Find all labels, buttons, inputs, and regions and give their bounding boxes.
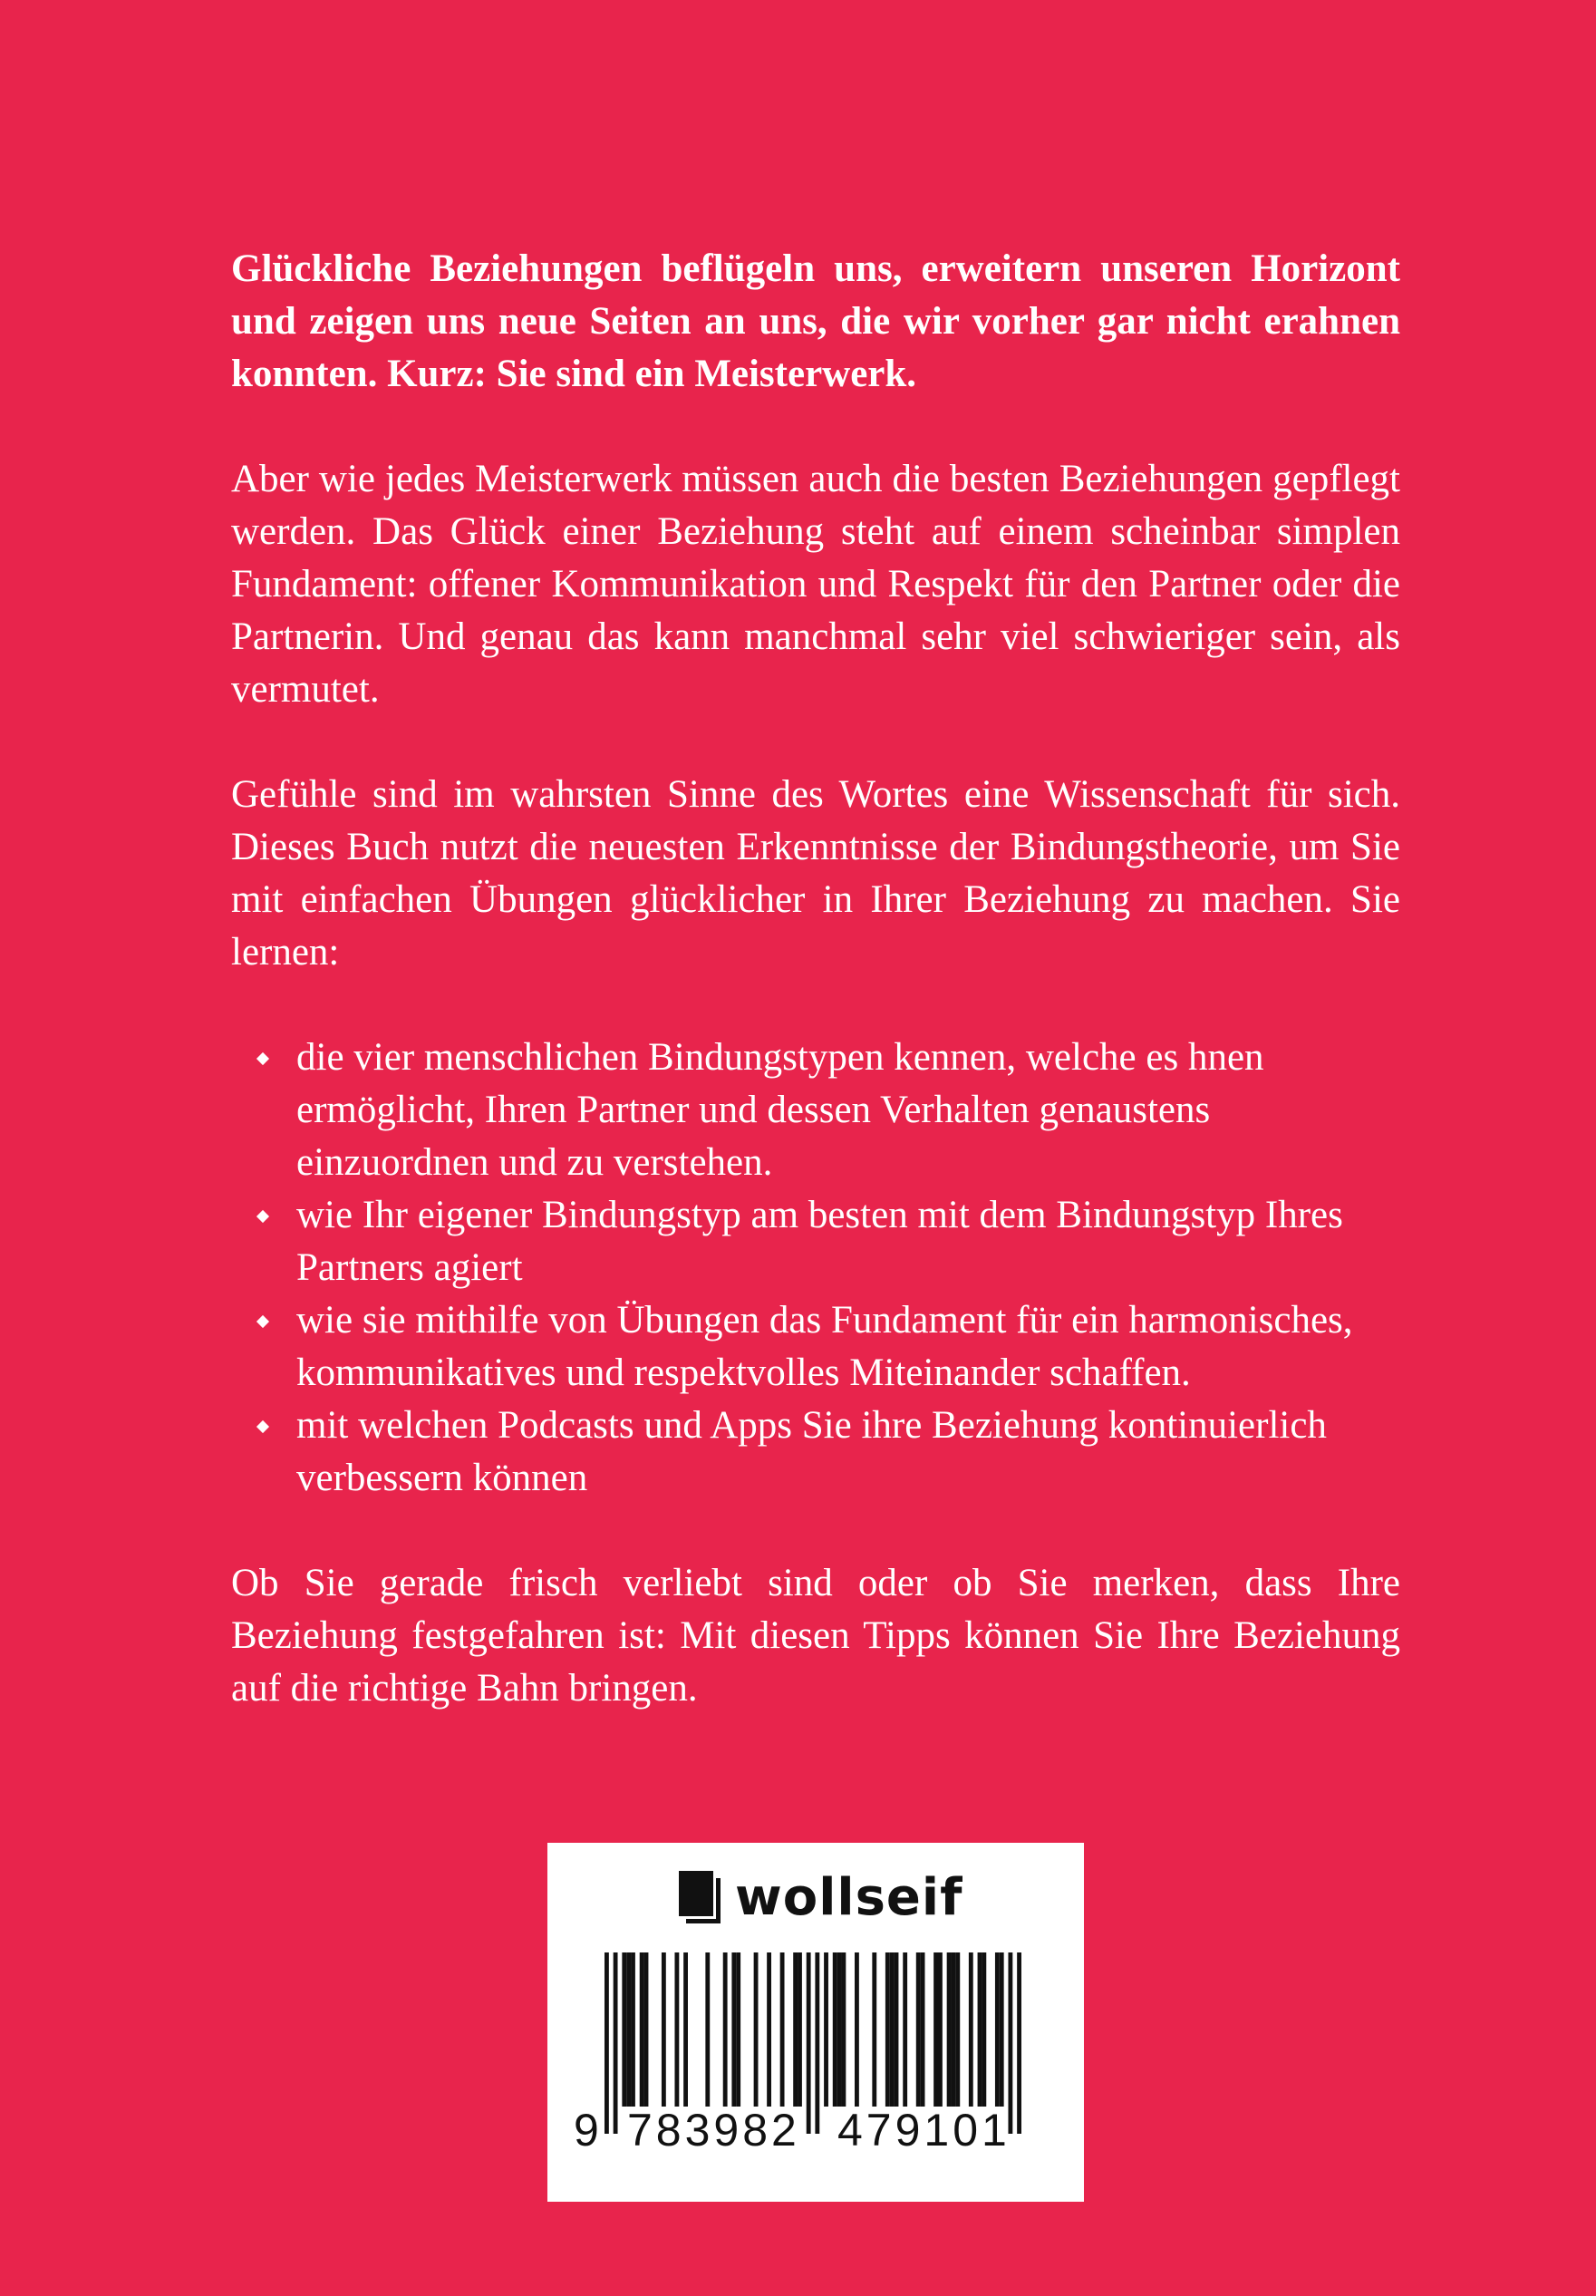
book-icon	[679, 1871, 721, 1923]
list-item	[231, 1032, 1400, 1189]
barcode-bar	[780, 1952, 785, 2107]
barcode-bar	[921, 1952, 925, 2107]
barcode-bar	[855, 1952, 859, 2107]
barcode-label	[547, 1843, 1084, 2202]
barcode-bar	[947, 1952, 952, 2107]
publisher-logo	[679, 1865, 962, 1929]
list-item-text: die vier menschlichen Bindungstypen kennen, welche es hnen ermöglicht, Ihren Partner und dessen Verhalten genaustens einzuordnen und zu verstehen.	[296, 1036, 1264, 1184]
diamond-bullet-icon	[256, 1210, 269, 1223]
barcode-bar	[662, 1952, 666, 2107]
isbn-digits	[547, 2104, 1084, 2176]
barcode-bar	[885, 1952, 890, 2107]
barcode-bar	[916, 1952, 921, 2107]
barcode-bar	[640, 1952, 644, 2107]
barcode-bar	[872, 1952, 876, 2107]
barcode-bar	[644, 1952, 649, 2107]
list-item-text: wie sie mithilfe von Übungen das Fundament für ein harmonisches, kommunikatives und respektvolles Miteinander schaffen.	[296, 1299, 1353, 1394]
list-item	[231, 1400, 1400, 1505]
diamond-bullet-icon	[256, 1315, 269, 1328]
barcode-bar	[969, 1952, 973, 2107]
learning-list	[231, 1032, 1400, 1505]
barcode-bar	[622, 1952, 626, 2107]
barcode-bar	[798, 1952, 802, 2107]
barcode-bar	[626, 1952, 631, 2107]
isbn-first-digit: 9	[574, 2105, 599, 2156]
intro-paragraph: Glückliche Beziehungen beflügeln uns, erweitern unseren Horizont und zeigen uns neue Seiten an uns, die wir vorher gar nicht erahnen konnten. Kurz: Sie sind ein Meisterwerk.	[231, 247, 1400, 395]
barcode-bar	[955, 1952, 960, 2107]
diamond-bullet-icon	[256, 1420, 269, 1433]
barcode-bar	[736, 1952, 740, 2107]
list-item	[231, 1294, 1400, 1400]
publisher-name: wollseif	[735, 1867, 963, 1927]
barcode-bar	[890, 1952, 895, 2107]
barcode-bar	[1000, 1952, 1004, 2107]
list-item-text: mit welchen Podcasts und Apps Sie ihre Beziehung kontinuierlich verbessern können	[296, 1404, 1327, 1499]
barcode-bar	[793, 1952, 798, 2107]
barcode-bar	[833, 1952, 837, 2107]
list-item	[231, 1189, 1400, 1294]
barcode-bar	[837, 1952, 842, 2107]
barcode-bar	[841, 1952, 846, 2107]
body-paragraph-2: Gefühle sind im wahrsten Sinne des Wortes eine Wissenschaft für sich. Dieses Buch nutzt die neuesten Erkenntnisse der Bindungstheorie, um Sie mit einfachen Übungen glücklicher in Ihrer Beziehung zu machen. Sie lernen:	[231, 773, 1400, 974]
barcode-bar	[683, 1952, 688, 2107]
barcode-bar	[767, 1952, 771, 2107]
barcode-bar	[978, 1952, 982, 2107]
barcode-bar	[995, 1952, 1000, 2107]
barcode-bar	[731, 1952, 736, 2107]
barcode-bar	[723, 1952, 728, 2107]
barcode-bar	[754, 1952, 759, 2107]
list-item-text: wie Ihr eigener Bindungstyp am besten mit dem Bindungstyp Ihres Partners agiert	[296, 1194, 1343, 1289]
closing-paragraph: Ob Sie gerade frisch verliebt sind oder ob Sie merken, dass Ihre Beziehung festgefahren ist: Mit diesen Tipps können Sie Ihre Beziehung auf die richtige Bahn bringen.	[231, 1562, 1400, 1710]
back-cover-text	[231, 243, 1400, 1768]
body-paragraph-1: Aber wie jedes Meisterwerk müssen auch die besten Beziehungen gepflegt werden. Das Glück einer Beziehung steht auf einem scheinbar simplen Fundament: offener Kommunikation und Respekt für den Partner oder die Partnerin. Und genau das kann manchmal sehr viel schwieriger sein, als vermutet.	[231, 458, 1400, 711]
barcode-bar	[824, 1952, 828, 2107]
barcode-bar	[952, 1952, 956, 2107]
barcode-bar	[982, 1952, 986, 2107]
isbn-left-digits: 783982	[627, 2105, 800, 2156]
barcode-bar	[895, 1952, 899, 2107]
barcode-bar	[903, 1952, 907, 2107]
barcode-bar	[631, 1952, 635, 2107]
isbn-right-digits: 479101	[837, 2105, 1011, 2156]
diamond-bullet-icon	[256, 1052, 269, 1065]
barcode-bar	[938, 1952, 943, 2107]
barcode-bar	[705, 1952, 710, 2107]
barcode-bar	[674, 1952, 679, 2107]
barcode-bar	[933, 1952, 938, 2107]
